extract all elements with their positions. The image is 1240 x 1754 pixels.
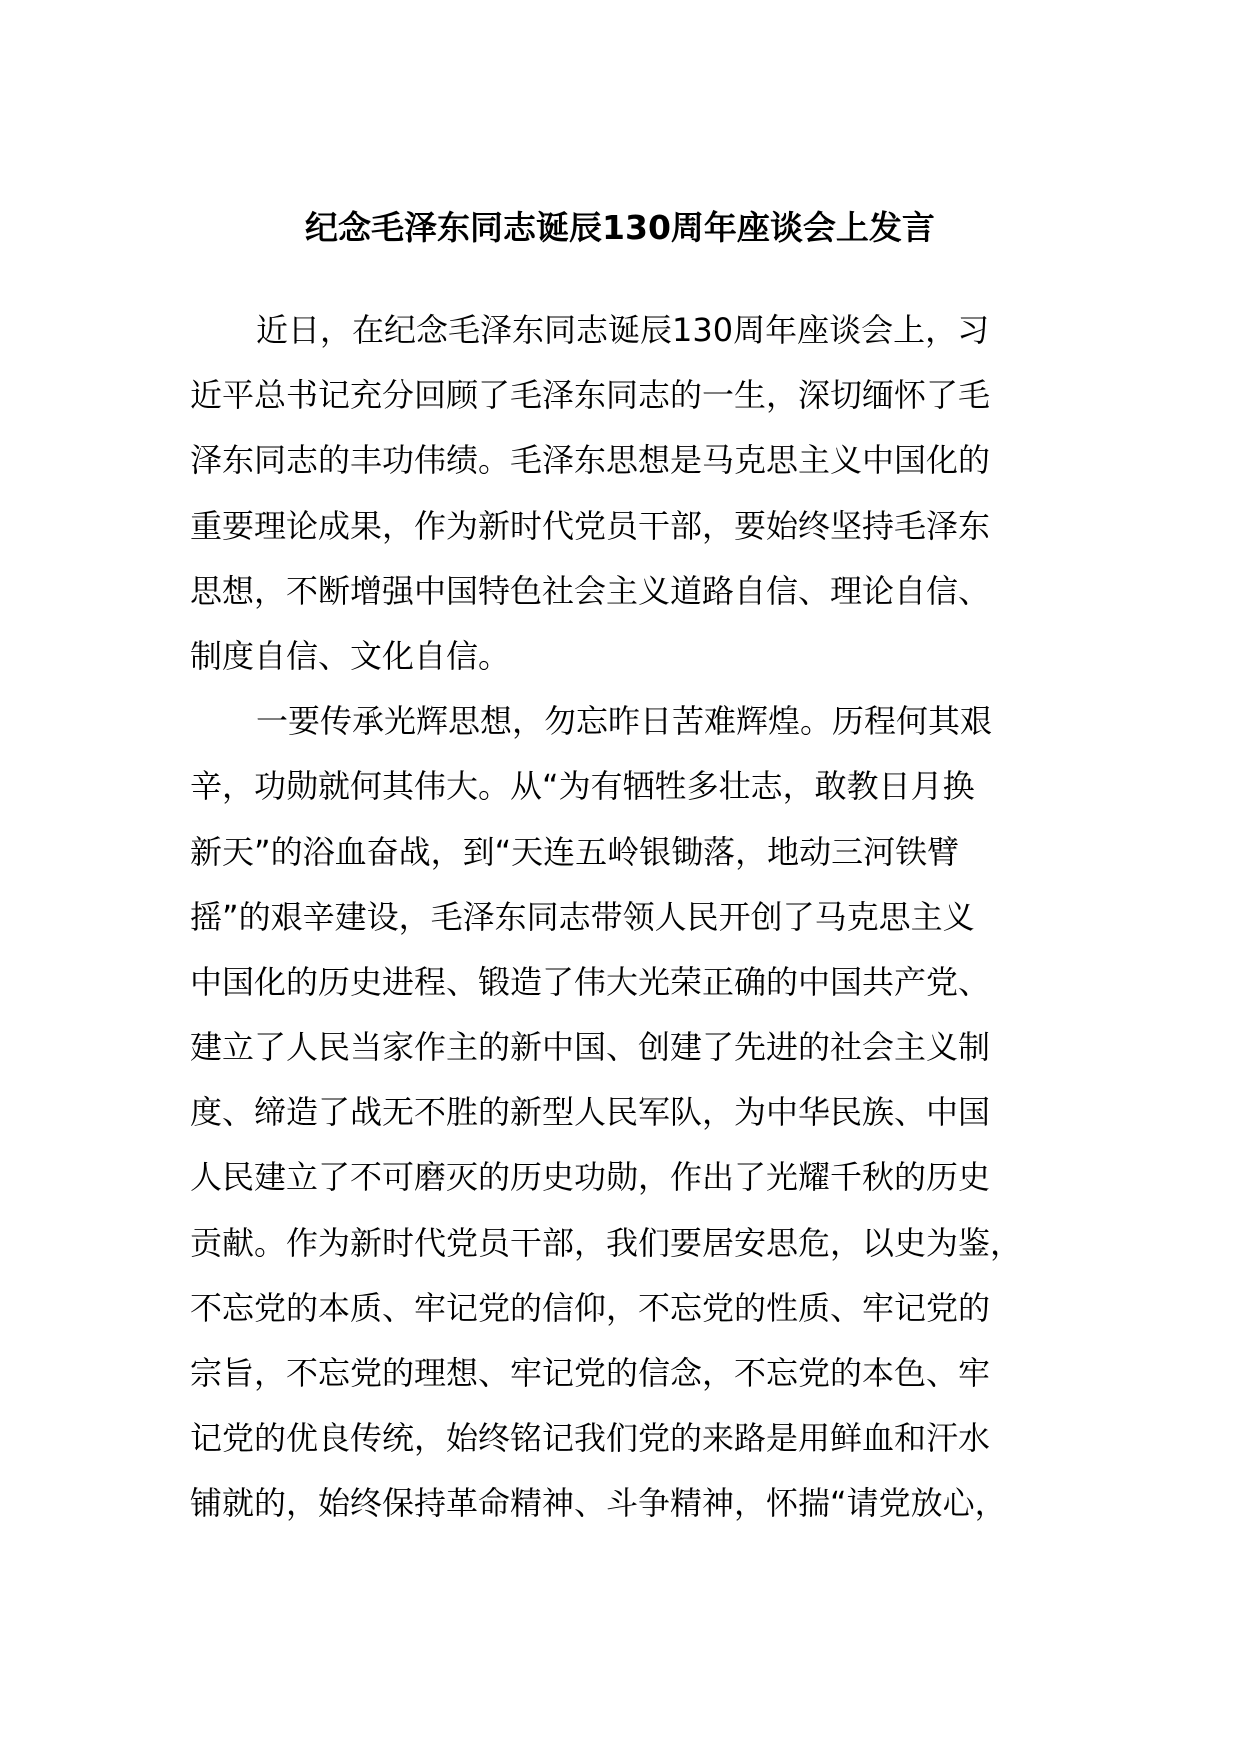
paragraph-2-line-1: 一要传承光辉思想，勿忘昨日苦难辉煌。历程何其艰 bbox=[256, 702, 993, 741]
document-title: 纪念毛泽东同志诞辰130周年座谈会上发言 bbox=[305, 208, 935, 247]
paragraph-2-line-4: 摇”的艰辛建设，毛泽东同志带领人民开创了马克思主义 bbox=[190, 897, 975, 936]
paragraph-2-line-10: 不忘党的本质、牢记党的信仰，不忘党的性质、牢记党的 bbox=[190, 1288, 991, 1327]
paragraph-1-line-6: 制度自信、文化自信。 bbox=[190, 636, 511, 675]
paragraph-2-line-6: 建立了人民当家作主的新中国、创建了先进的社会主义制 bbox=[190, 1028, 991, 1067]
paragraph-1-line-1: 近日，在纪念毛泽东同志诞辰130周年座谈会上，习 bbox=[256, 311, 990, 349]
paragraph-2-line-11: 宗旨，不忘党的理想、牢记党的信念，不忘党的本色、牢 bbox=[190, 1354, 991, 1392]
paragraph-1-line-4: 重要理论成果，作为新时代党员干部，要始终坚持毛泽东 bbox=[190, 506, 991, 545]
document-body bbox=[190, 298, 1070, 1537]
paragraph-1-line-5: 思想，不断增强中国特色社会主义道路自信、理论自信、 bbox=[190, 571, 991, 610]
paragraph-2-line-8: 人民建立了不可磨灭的历史功勋，作出了光耀千秋的历史 bbox=[190, 1158, 991, 1197]
paragraph-1-line-3: 泽东同志的丰功伟绩。毛泽东思想是马克思主义中国化的 bbox=[190, 441, 991, 480]
paragraph-2-line-5: 中国化的历史进程、锻造了伟大光荣正确的中国共产党、 bbox=[190, 962, 991, 1001]
paragraph-2-line-7: 度、缔造了战无不胜的新型人民军队，为中华民族、中国 bbox=[190, 1093, 991, 1132]
paragraph-1-line-2: 近平总书记充分回顾了毛泽东同志的一生，深切缅怀了毛 bbox=[190, 376, 991, 415]
paragraph-2-line-3: 新天”的浴血奋战，到“天连五岭银锄落，地动三河铁臂 bbox=[190, 832, 960, 871]
paragraph-2-line-12: 记党的优良传统，始终铭记我们党的来路是用鲜血和汗水 bbox=[190, 1419, 991, 1458]
paragraph-2-line-2: 辛，功勋就何其伟大。从“为有牺牲多壮志，敢教日月换 bbox=[190, 767, 975, 806]
paragraph-2-line-13: 铺就的，始终保持革命精神、斗争精神，怀揣“请党放心， bbox=[190, 1484, 1007, 1523]
paragraph-2-line-9: 贡献。作为新时代党员干部，我们要居安思危，以史为鉴， bbox=[190, 1223, 1023, 1262]
